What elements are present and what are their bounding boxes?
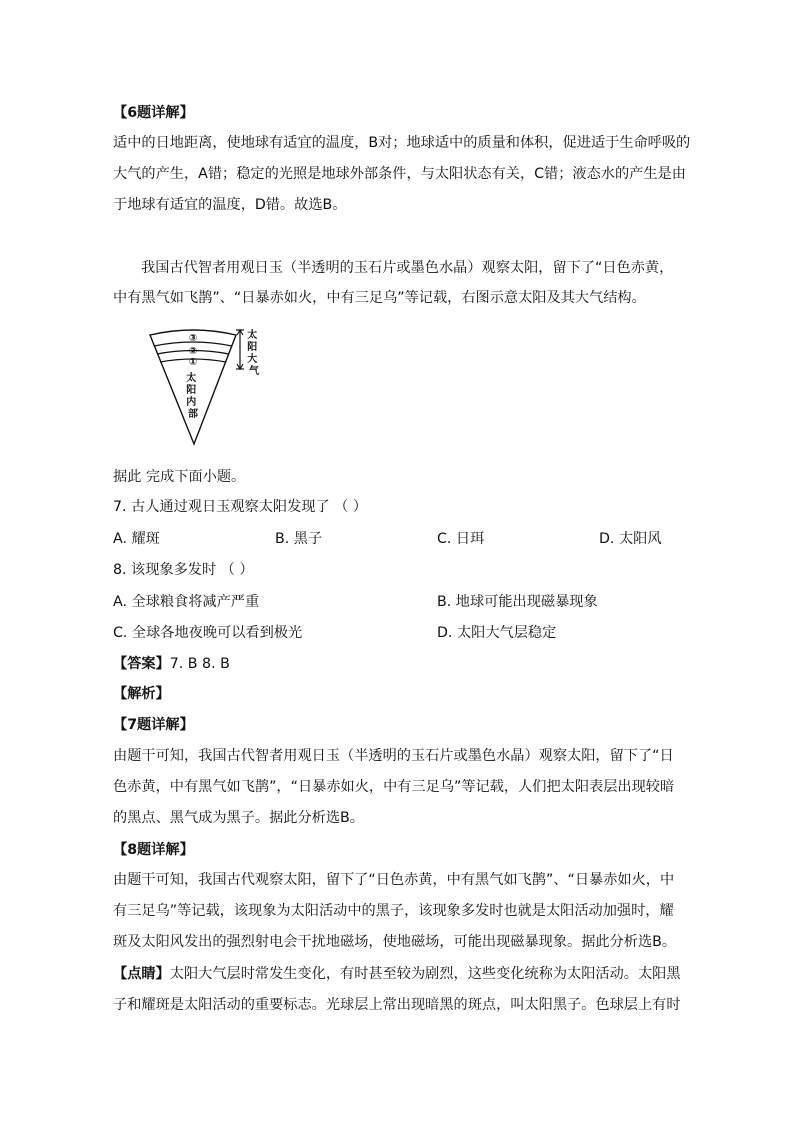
- q8-stem: 8. 该现象多发时 （ ）: [113, 562, 254, 578]
- atmosphere-label: 太 阳 大 气: [247, 330, 259, 377]
- section8-line-1: 由题干可知，我国古代观察太阳，留下了“日色赤黄，中有黑气如飞鹊”、“日暴赤如火，中: [113, 872, 675, 888]
- section7-heading: 【7题详解】: [113, 717, 194, 733]
- intro-line-2: 中有黑气如飞鹊”、“日暴赤如火，中有三足乌”等记载，右图示意太阳及其大气结构。: [113, 290, 646, 306]
- answer-label: 【答案】: [113, 656, 170, 672]
- layer-label-2: ②: [188, 346, 198, 357]
- section6-line-2: 大气的产生，A错；稳定的光照是地球外部条件，与太阳状态有关，C错；液态水的产生是由: [113, 166, 686, 182]
- section7-line-2: 色赤黄，中有黑气如飞鹊”，“日暴赤如火，中有三足乌”等记载，人们把太阳表层出现较暗: [113, 779, 675, 795]
- q8-option-c: C. 全球各地夜晚可以看到极光: [113, 625, 303, 641]
- tip-line-1: [113, 964, 681, 984]
- section7-line-1: 由题干可知，我国古代智者用观日玉（半透明的玉石片或墨色水晶）观察太阳，留下了“日: [113, 748, 674, 764]
- tip-label: 【点睛】: [113, 966, 170, 982]
- q7-option-c: C. 日珥: [437, 531, 485, 547]
- section6-heading: 【6题详解】: [113, 105, 194, 121]
- q8-option-a: A. 全球粮食将减产严重: [113, 594, 260, 610]
- analysis-heading: 【解析】: [113, 686, 170, 702]
- q7-option-b: B. 黑子: [275, 531, 323, 547]
- intro-line-1: 我国古代智者用观日玉（半透明的玉石片或墨色水晶）观察太阳，留下了“日色赤黄，: [141, 260, 674, 276]
- q8-option-d: D. 太阳大气层稳定: [437, 625, 557, 641]
- layer-label-3: ③: [188, 333, 198, 344]
- layer-label-1: ①: [188, 357, 198, 368]
- q7-stem: 7. 古人通过观日玉观察太阳发现了 （ ）: [113, 499, 368, 515]
- section8-line-2: 有三足乌”等记载，该现象为太阳活动中的黑子，该现象多发时也就是太阳活动加强时，耀: [113, 903, 674, 919]
- section6-line-1: 适中的日地距离，使地球有适宜的温度，B对；地球适中的质量和体积，促进适于生命呼吸的: [113, 135, 691, 151]
- section8-line-3: 斑及太阳风发出的强烈射电会干扰地磁场，使地磁场，可能出现磁暴现象。据此分析选B。: [113, 934, 677, 950]
- tip-text-1: 太阳大气层时常发生变化，有时甚至较为剧烈，这些变化统称为太阳活动。太阳黑: [169, 966, 681, 982]
- q7-option-a: A. 耀斑: [113, 531, 160, 547]
- interior-label: 太 阳 内 部: [186, 373, 198, 420]
- sun-structure-diagram: [148, 326, 278, 448]
- section6-line-3: 于地球有适宜的温度，D错。故选B。: [113, 197, 347, 213]
- answer-line: [113, 654, 230, 674]
- section7-line-3: 的黑点、黑气成为黑子。据此分析选B。: [113, 810, 364, 826]
- tip-line-2: 子和耀斑是太阳活动的重要标志。光球层上常出现暗黑的斑点，叫太阳黑子。色球层上有时: [113, 997, 681, 1013]
- q8-option-b: B. 地球可能出现磁暴现象: [437, 594, 598, 610]
- prompt-text: 据此 完成下面小题。: [113, 469, 246, 485]
- section8-heading: 【8题详解】: [113, 842, 194, 858]
- answer-text: 7. B 8. B: [169, 656, 230, 672]
- q7-option-d: D. 太阳风: [599, 531, 662, 547]
